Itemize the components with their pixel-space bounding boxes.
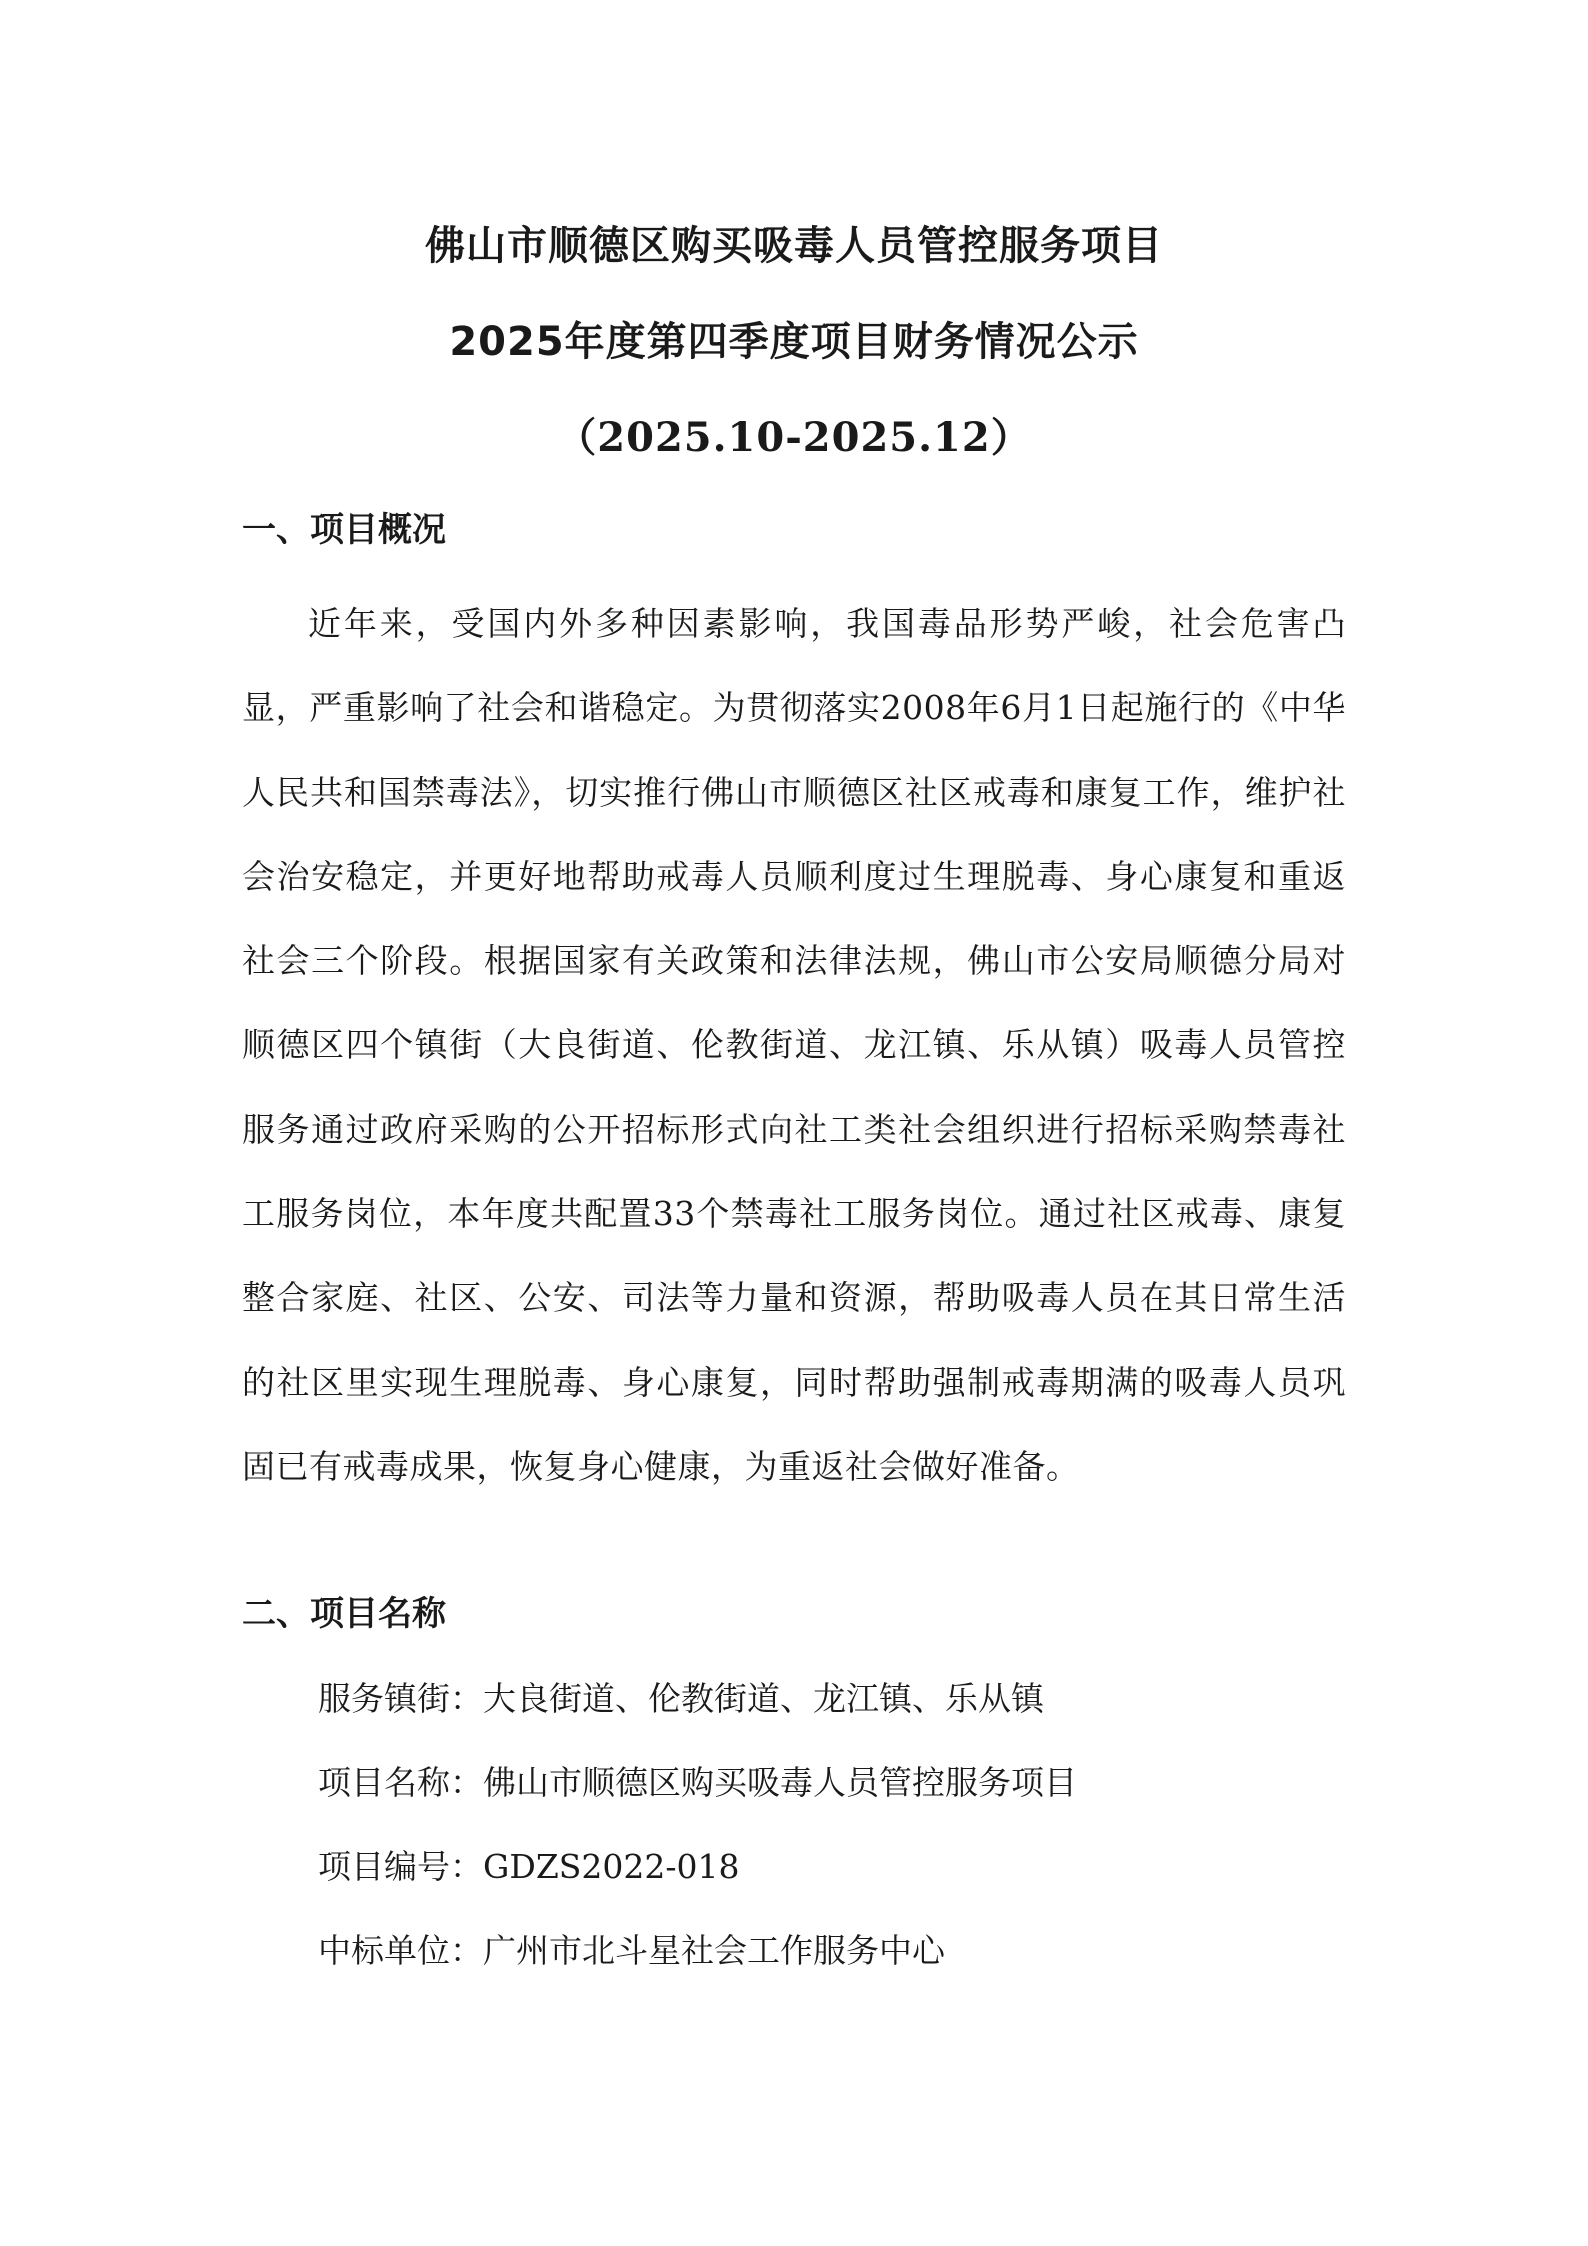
section-heading-overview: 一、项目概况 [242, 510, 446, 550]
section-heading-project-name: 二、项目名称 [242, 1594, 446, 1634]
project-name-line: 项目名称：佛山市顺德区购买吸毒人员管控服务项目 [318, 1763, 1077, 1802]
project-number-line: 项目编号：GDZS2022-018 [318, 1847, 740, 1886]
document-title-period: （2025.10-2025.12） [556, 414, 1032, 461]
overview-paragraph: 近年来，受国内外多种因素影响，我国毒品形势严峻，社会危害凸显，严重影响了社会和谐稳定。为贯彻落实2008年6月1日起施行的《中华人民共和国禁毒法》，切实推行佛山市顺德区社区戒毒和康复工作，维护社会治安稳定，并更好地帮助戒毒人员顺利度过生理脱毒、身心康复和重返社会三个阶段。根据国家有关政策和法律法规，佛山市公安局顺德分局对顺德区四个镇街（大良街道、伦教街道、龙江镇、乐从镇）吸毒人员管控服务通过政府采购的公开招标形式向社工类社会组织进行招标采购禁毒社工服务岗位，本年度共配置33个禁毒社工服务岗位。通过社区戒毒、康复整合家庭、社区、公安、司法等力量和资源，帮助吸毒人员在其日常生活的社区里实现生理脱毒、身心康复，同时帮助强制戒毒期满的吸毒人员巩固已有戒毒成果，恢复身心健康，为重返社会做好准备。 [242, 604, 1346, 1486]
document-title-line-2: 2025年度第四季度项目财务情况公示 [449, 319, 1139, 365]
service-area-line: 服务镇街：大良街道、伦教街道、龙江镇、乐从镇 [318, 1679, 1044, 1718]
winning-unit-line: 中标单位：广州市北斗星社会工作服务中心 [318, 1931, 945, 1970]
document-title-line-1: 佛山市顺德区购买吸毒人员管控服务项目 [425, 223, 1163, 269]
